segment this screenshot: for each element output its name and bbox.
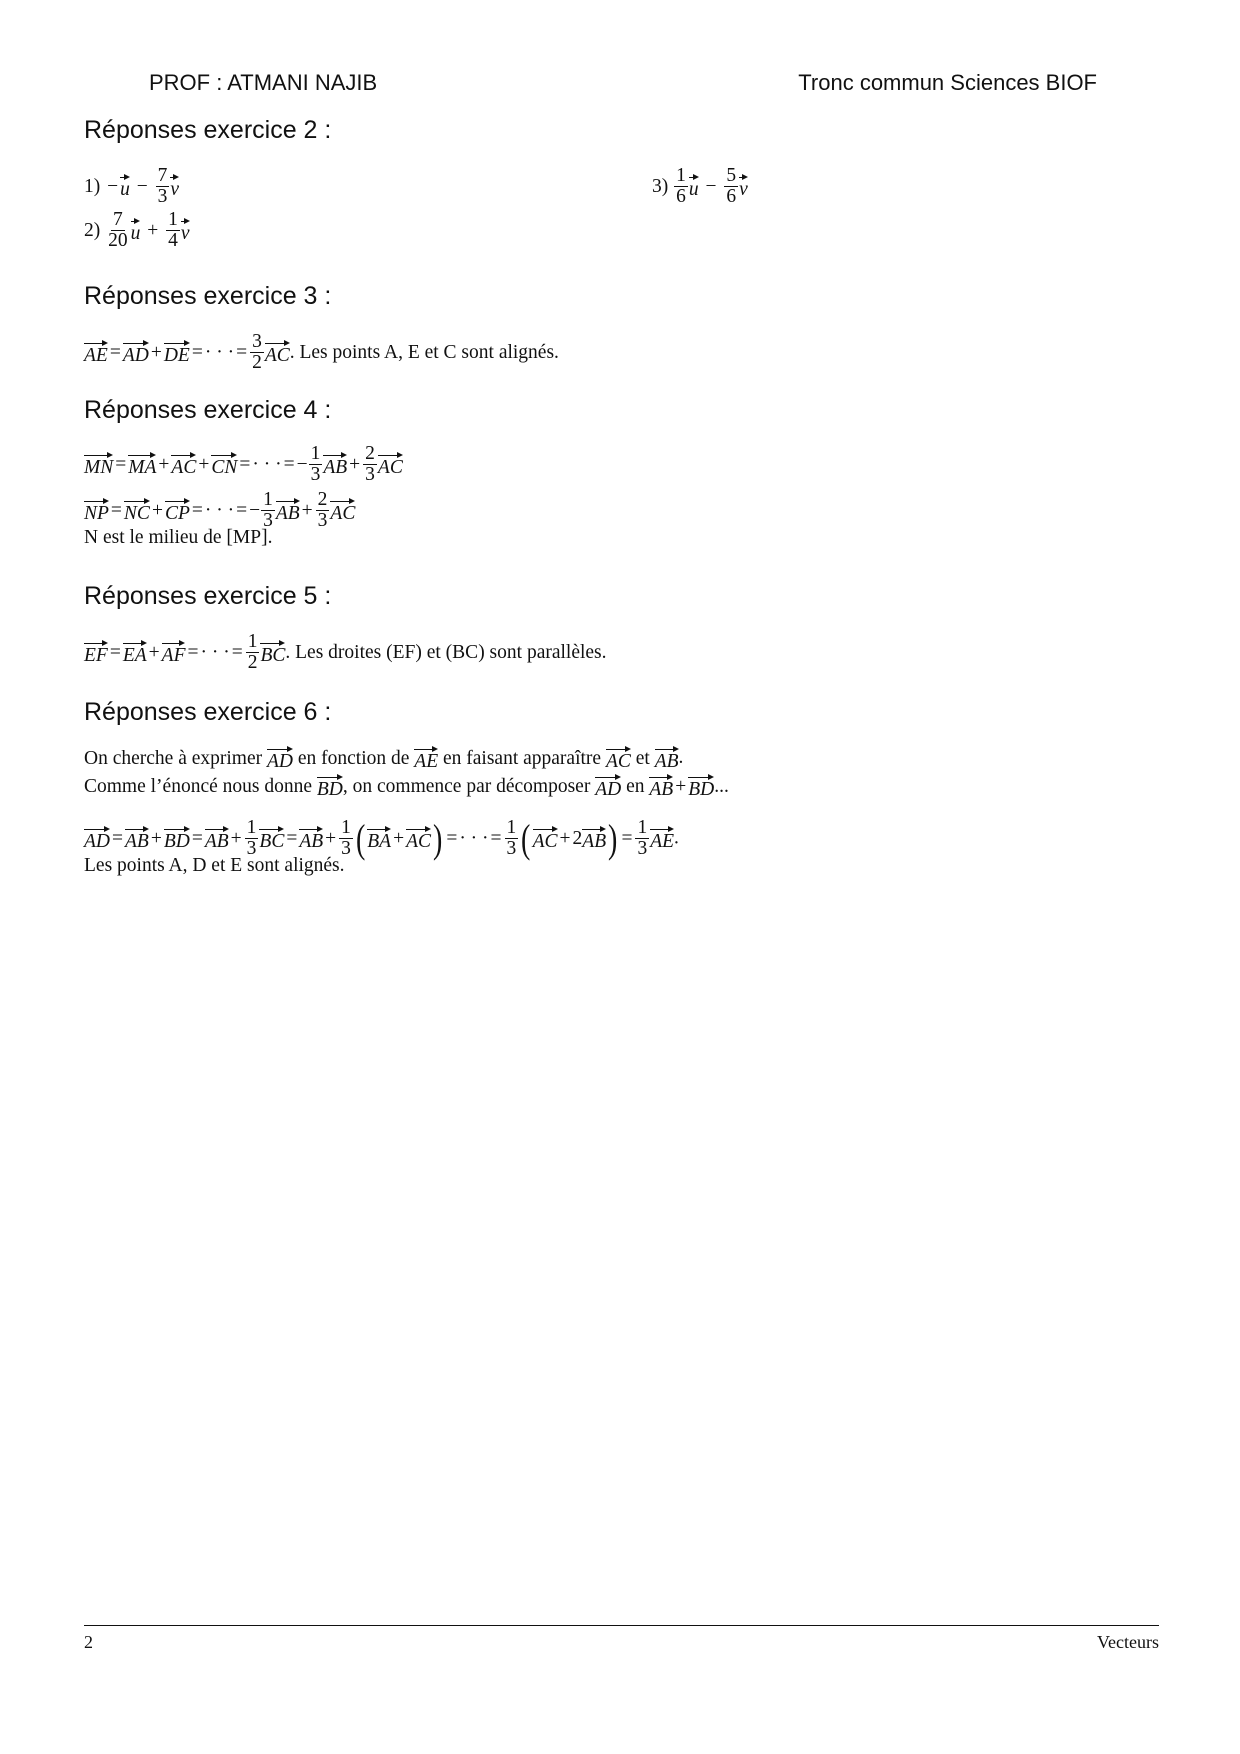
fraction: $\frac{1}{3}$	[506, 817, 517, 860]
ex3-equation: AE = AD + DE = · · · = $\frac{3}{2}$ AC. Les points A, E et C sont alignés.	[84, 331, 559, 374]
ex2-answer-2: 2) $\frac{7}{20}$ u + $\frac{1}{4}$ v	[84, 209, 190, 252]
section-exercice-5	[84, 582, 1144, 611]
fraction: $\frac{1}{2}$	[247, 631, 258, 674]
fraction: $\frac{1}{3}$	[310, 443, 321, 486]
fraction: $\frac{3}{2}$	[252, 331, 262, 374]
footer-divider	[84, 1625, 1159, 1626]
fraction: $\frac{1}{3}$	[637, 817, 648, 860]
ex3-conclusion: . Les points A, E et C sont alignés.	[289, 341, 559, 363]
fraction: $\frac{1}{3}$	[246, 817, 257, 860]
section-exercice-6	[84, 698, 1144, 727]
ex5-answer	[84, 632, 1144, 674]
fraction: $\frac{7}{3}$	[157, 165, 168, 208]
ex6-paragraph-2: Comme l’énoncé nous donne BD, on commence par décomposer AD en AB + BD...	[84, 775, 729, 800]
section-title: Réponses exercice 4 :	[84, 396, 332, 424]
ex5-conclusion: . Les droites (EF) et (BC) sont parallèles.	[285, 641, 607, 663]
header-class: Tronc commun Sciences BIOF	[798, 70, 1097, 95]
ex6-paragraph-1: On cherche à exprimer AD en fonction de AE en faisant apparaître AC et AB.	[84, 747, 684, 772]
ex6-equation: AD = AB + BD = AB + $\frac{1}{3}$ BC = AB + $\frac{1}{3}$ ( BA + AC) = · · · = $\frac{1}{3}$ ( AC + 2AB) = $\frac{1}{3}$ AE.	[84, 815, 679, 861]
fraction: $\frac{1}{6}$	[676, 165, 686, 208]
fraction: $\frac{1}{3}$	[263, 489, 273, 532]
page-number: 2	[84, 1632, 93, 1652]
section-exercice-3	[84, 282, 1144, 311]
section-title: Réponses exercice 2 :	[84, 116, 332, 144]
section-title: Réponses exercice 6 :	[84, 698, 332, 726]
fraction: $\frac{5}{6}$	[726, 165, 737, 208]
ex4-conclusion: N est le milieu de [MP].	[84, 527, 273, 548]
section-exercice-4	[84, 396, 1144, 425]
fraction: $\frac{7}{20}$	[108, 209, 128, 252]
section-title: Réponses exercice 3 :	[84, 282, 332, 310]
ex5-equation: EF = EA + AF = · · · = $\frac{1}{2}$ BC. Les droites (EF) et (BC) sont parallèles.	[84, 631, 607, 674]
header-author: PROF : ATMANI NAJIB	[149, 70, 378, 95]
fraction: $\frac{1}{4}$	[168, 209, 178, 252]
ex4-equation-np: NP = NC + CP = · · · = − $\frac{1}{3}$ AB + $\frac{2}{3}$ AC	[84, 489, 356, 532]
section-title: Réponses exercice 5 :	[84, 582, 332, 610]
fraction: $\frac{2}{3}$	[317, 489, 328, 532]
ex3-answer	[84, 332, 1144, 374]
footer-title: Vecteurs	[1097, 1632, 1159, 1652]
ex4-equation-mn: MN = MA + AC + CN = · · · = − $\frac{1}{3}$ AB + $\frac{2}{3}$ AC	[84, 443, 403, 486]
ex2-answer-3: 3) $\frac{1}{6}$ u − $\frac{5}{6}$ v	[652, 165, 748, 208]
ex6-conclusion: Les points A, D et E sont alignés.	[84, 855, 345, 876]
fraction: $\frac{2}{3}$	[365, 443, 375, 486]
section-exercice-2	[84, 116, 1144, 145]
fraction: $\frac{1}{3}$	[341, 817, 351, 860]
ex2-answer-1: 1) − u − $\frac{7}{3}$ v	[84, 165, 180, 208]
